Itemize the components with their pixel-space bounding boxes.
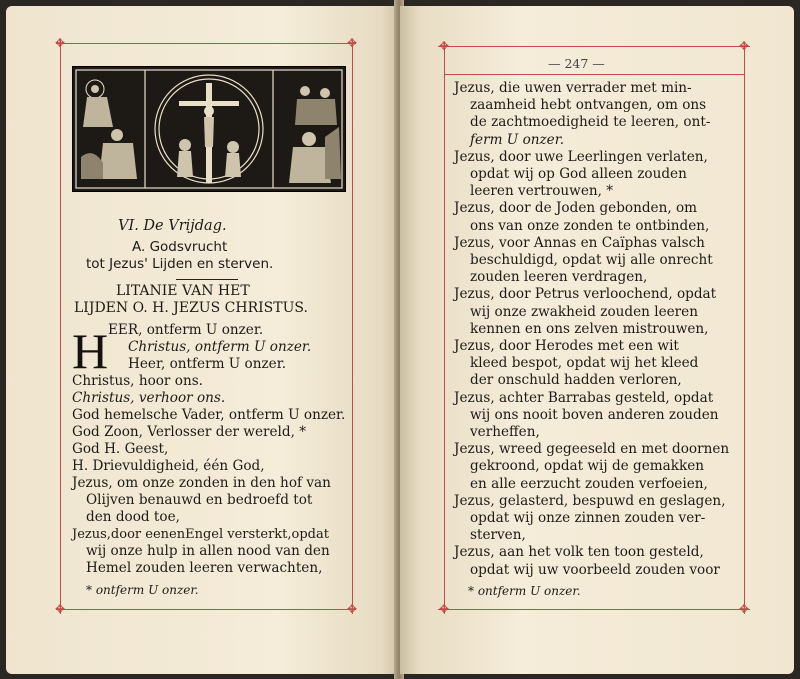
litany-line: den dood toe, [86,509,180,525]
litany-line: Jezus, aan het volk ten toon gesteld, [454,544,704,561]
right-frame-right [744,42,745,614]
litany-line: en alle eerzucht zouden verfoeien, [470,475,708,492]
litany-line: ons van onze zonden te ontbinden, [470,217,710,234]
litany-line: opdat wij op God alleen zouden [470,166,687,182]
litany-line: leeren vertrouwen, * [470,183,614,200]
right-frame-top [438,46,750,47]
litany-line: Olijven benauwd en bedroefd tot [86,492,313,508]
corner-ornament-icon: ✥ [438,39,450,53]
subtitle-line: tot Jezus' Lijden en sterven. [86,256,274,272]
litany-line: kennen en ons zelven mistrouwen, [470,320,709,337]
litany-line: gekroond, opdat wij de gemakken [470,458,705,475]
litany-line: kleed bespot, opdat wij het kleed [470,355,699,372]
corner-ornament-icon: ✥ [738,39,750,53]
litany-line: Jezus, om onze zonden in den hof van [72,475,331,491]
litany-line: de zachtmoedigheid te leeren, ont- [470,114,711,131]
left-frame-bottom [56,609,356,610]
litany-line: Jezus, door Herodes met een wit [454,338,679,354]
subtitle-line: A. Godsvrucht [132,239,228,255]
litany-title-line: LIJDEN O. H. JEZUS CHRISTUS. [74,300,308,316]
litany-line: Jezus, wreed gegeeseld en met doornen [454,441,730,458]
litany-line: beschuldigd, opdat wij alle onrecht [470,252,713,268]
litany-line: verheffen, [470,424,540,440]
litany-line: Christus, ontferm U onzer. [128,339,312,355]
litany-line: Jezus, achter Barrabas gesteld, opdat [454,389,714,406]
corner-ornament-icon: ✥ [438,602,450,616]
left-frame-top [56,43,356,44]
litany-line: Jezus, door Petrus verloochend, opdat [454,286,717,303]
corner-ornament-icon: ✥ [54,602,66,616]
litany-line: Jezus,door eenenEngel versterkt,opdat [72,527,329,542]
heading-divider [176,279,238,280]
corner-ornament-icon: ✥ [54,36,66,50]
litany-line: wij ons nooit boven anderen zouden [470,406,719,423]
litany-line: opdat wij uw voorbeeld zouden voor [470,561,720,578]
litany-line: Heer, ontferm U onzer. [128,356,287,372]
litany-line: Christus, verhoor ons. [72,390,226,406]
litany-line: zaamheid hebt ontvangen, om ons [470,97,707,114]
footnote: * ontferm U onzer. [86,583,199,597]
right-frame-under-number [444,74,744,75]
crucifixion-woodcut-image [72,66,346,192]
litany-line: Christus, hoor ons. [72,373,203,389]
litany-line: God H. Geest, [72,441,169,457]
left-frame-left [60,40,61,614]
corner-ornament-icon: ✥ [346,36,358,50]
litany-line: Jezus, die uwen verrader met min- [454,80,692,96]
litany-line: zouden leeren verdragen, [470,269,648,286]
litany-line: wij onze zwakheid zouden leeren [470,303,698,320]
right-frame-left [444,42,445,614]
litany-title-line: LITANIE VAN HET [116,283,250,299]
litany-line: EER, ontferm U onzer. [108,322,264,338]
litany-line: Jezus, voor Annas en Caïphas valsch [454,234,705,251]
litany-line: der onschuld hadden verloren, [470,372,682,389]
left-frame-right [352,40,353,614]
right-frame-bottom [438,609,750,610]
litany-line: opdat wij onze zinnen zouden ver- [470,510,706,526]
litany-line: H. Drievuldigheid, één God, [72,458,265,474]
page-number: — 247 — [548,56,605,71]
litany-line: Jezus, door uwe Leerlingen verlaten, [454,148,708,165]
litany-line: Hemel zouden leeren verwachten, [86,560,323,576]
litany-line: wij onze hulp in allen nood van den [86,543,330,559]
footnote: * ontferm U onzer. [468,584,581,598]
litany-line: God Zoon, Verlosser der wereld, * [72,424,307,440]
litany-line: ferm U onzer. [470,131,565,148]
litany-line: Jezus, gelasterd, bespuwd en geslagen, [454,492,726,509]
corner-ornament-icon: ✥ [738,602,750,616]
section-title: VI. De Vrijdag. [118,218,227,234]
litany-line: God hemelsche Vader, ontferm U onzer. [72,407,346,423]
litany-line: Jezus, door de Joden gebonden, om [454,200,698,217]
drop-cap: H [72,323,109,379]
corner-ornament-icon: ✥ [346,602,358,616]
litany-line: sterven, [470,527,526,544]
